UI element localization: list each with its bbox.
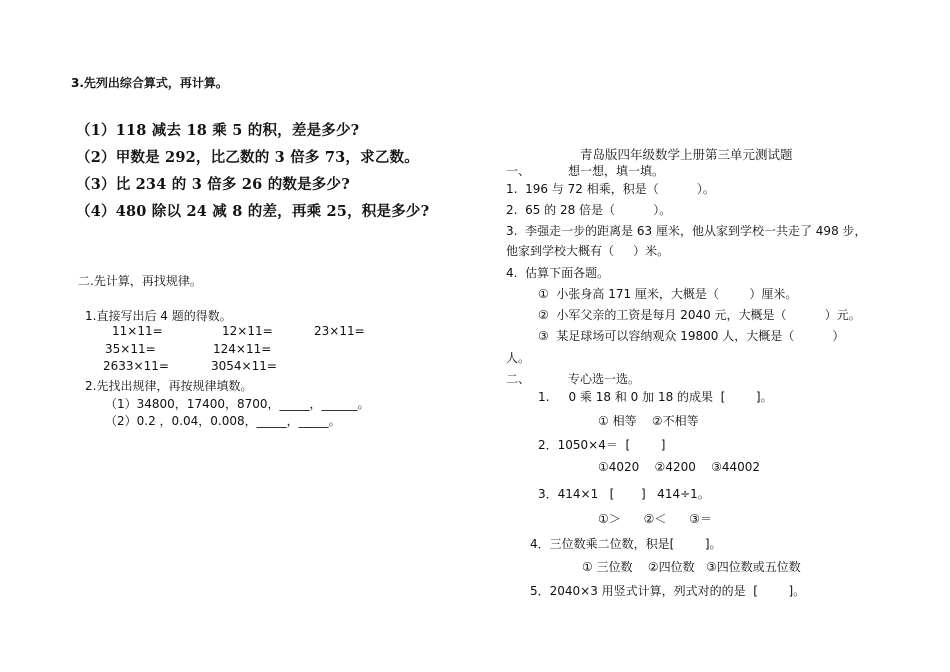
part1-heading: 想一想，填一填。 [568,164,665,178]
pattern-item: 12×11= [222,324,273,338]
page-title: 青岛版四年级数学上册第三单元测试题 [580,147,793,162]
fill-q1: 1. 196 与 72 相乘，积是（ ）。 [506,182,715,196]
fill-q2: 2. 65 的 28 倍是（ ）。 [506,203,672,217]
pattern-item: 124×11= [213,342,272,356]
choice-q2: 2．1050×4＝ [ ] [538,438,666,452]
choice-q3: 3．414×1 [ ] 414÷1。 [538,487,710,501]
word-problem-1: （1）118 减去 18 乘 5 的积，差是多少? [76,122,360,139]
pattern-q1-prompt: 1.直接写出后 4 题的得数。 [85,309,232,323]
pattern-item: 2633×11= [103,359,169,373]
section2-heading: 二.先计算，再找规律。 [78,274,202,288]
pattern-item: 11×11= [112,324,163,338]
sequence-1: （1）34800，17400，8700，_____，______。 [105,397,370,411]
fill-q4-c-tail: 人。 [506,351,531,365]
fill-q4-a: ① 小张身高 171 厘米，大概是（ ）厘米。 [538,287,798,301]
part2-heading: 专心选一选。 [568,372,641,386]
pattern-item: 35×11= [105,342,156,356]
fill-q4-b: ② 小军父亲的工资是每月 2040 元，大概是（ ）元。 [538,308,861,322]
choice-q3-options: ①＞ ②＜ ③＝ [598,512,713,526]
part2-number: 二、 [506,372,531,386]
choice-q1-options: ① 相等 ②不相等 [598,414,699,428]
fill-q4: 4. 估算下面各题。 [506,266,610,280]
choice-q5: 5．2040×3 用竖式计算，列式对的的是 [ ]。 [530,584,806,598]
pattern-q2-prompt: 2.先找出规律，再按规律填数。 [85,379,253,393]
fill-q3-line2: 他家到学校大概有（ ）米。 [506,244,670,258]
pattern-item: 23×11= [314,324,365,338]
choice-q4: 4．三位数乘二位数，积是[ ]。 [530,537,722,551]
section3-heading: 3.先列出综合算式，再计算。 [71,76,228,90]
fill-q3-line1: 3. 李强走一步的距离是 63 厘米，他从家到学校一共走了 498 步， [506,224,867,238]
fill-q4-c: ③ 某足球场可以容纳观众 19800 人，大概是（ ） [538,329,845,343]
word-problem-3: （3）比 234 的 3 倍多 26 的数是多少? [76,176,350,193]
part1-number: 一、 [506,164,531,178]
choice-q2-options: ①4020 ②4200 ③44002 [598,460,761,474]
pattern-item: 3054×11= [211,359,277,373]
sequence-2: （2）0.2 ，0.04，0.008，_____，_____。 [105,414,341,428]
word-problem-4: （4）480 除以 24 减 8 的差，再乘 25，积是多少? [76,203,430,220]
choice-q4-options: ① 三位数 ②四位数 ③四位数或五位数 [582,560,801,574]
choice-q1: 1. 0 乘 18 和 0 加 18 的成果 [ ]。 [538,390,773,404]
word-problem-2: （2）甲数是 292，比乙数的 3 倍多 73，求乙数。 [76,149,419,166]
